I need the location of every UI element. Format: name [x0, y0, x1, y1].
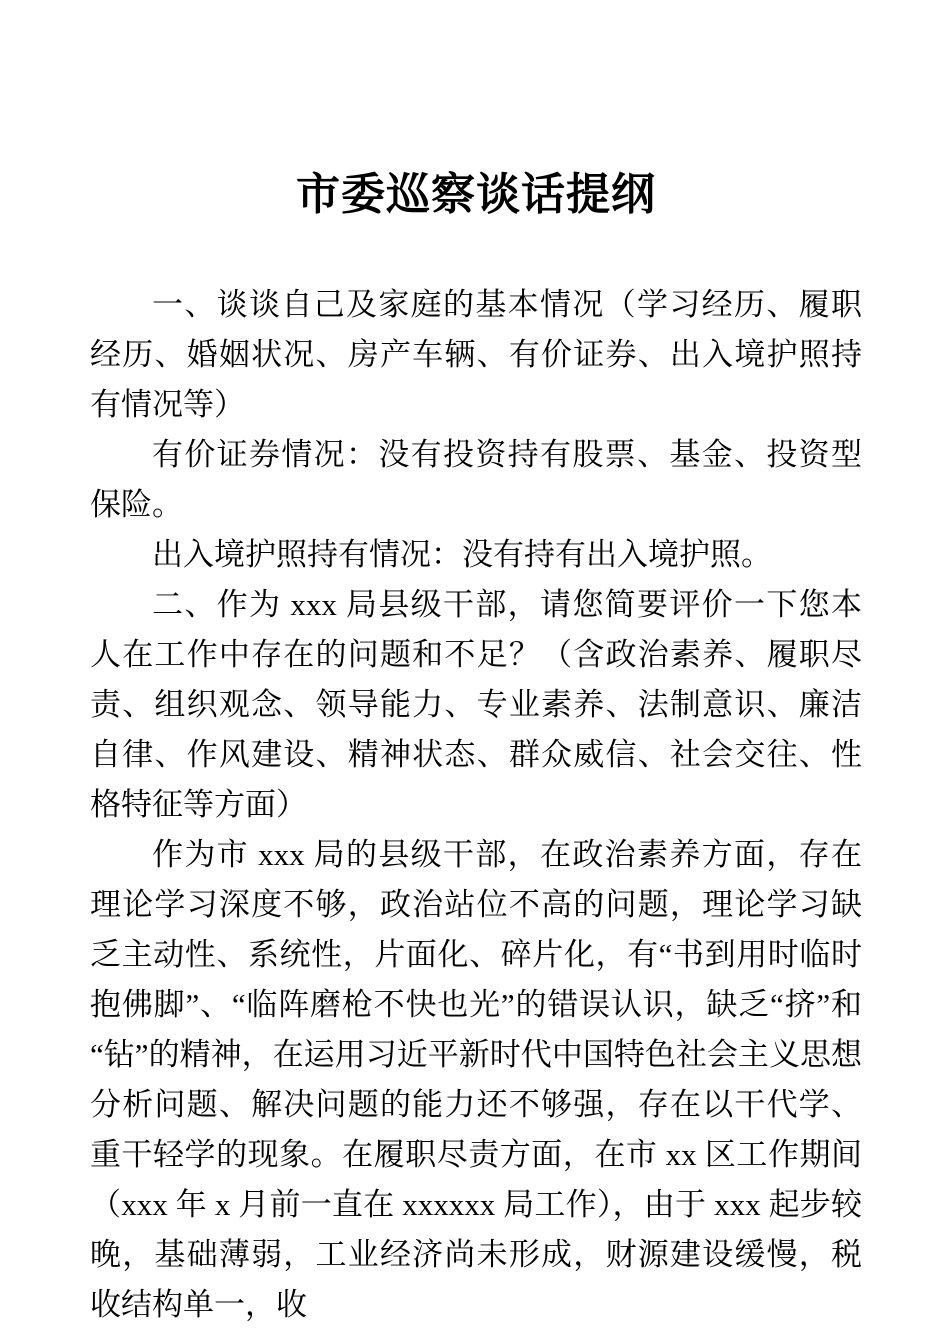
paragraph: 二、作为 xxx 局县级干部，请您简要评价一下您本人在工作中存在的问题和不足？（含政治素养、履职尽责、组织观念、领导能力、专业素养、法制意识、廉洁自律、作风建设、精神状态、群众威信、社会交往、性格特征等方面）	[90, 587, 862, 822]
document-body	[90, 280, 862, 1330]
paragraph: 有价证券情况：没有投资持有股票、基金、投资型保险。	[90, 437, 862, 522]
paragraph: 出入境护照持有情况：没有持有出入境护照。	[152, 537, 772, 572]
paragraph: 一、谈谈自己及家庭的基本情况（学习经历、履职经历、婚姻状况、房产车辆、有价证券、出入境护照持有情况等）	[90, 287, 862, 422]
document-title: 市委巡察谈话提纲	[296, 170, 656, 219]
paragraph: 作为市 xxx 局的县级干部，在政治素养方面，存在理论学习深度不够，政治站位不高的问题，理论学习缺乏主动性、系统性，片面化、碎片化，有“书到用时临时抱佛脚”、“临阵磨枪不快也光”的错误认识，缺乏“挤”和“钻”的精神，在运用习近平新时代中国特色社会主义思想分析问题、解决问题的能力还不够强，存在以干代学、重干轻学的现象。在履职尽责方面，在市 xx 区工作期间（xxx 年 x 月前一直在 xxxxxx 局工作），由于 xxx 起步较晚，基础薄弱，工业经济尚未形成，财源建设缓慢，税收结构单一，收	[90, 837, 862, 1322]
